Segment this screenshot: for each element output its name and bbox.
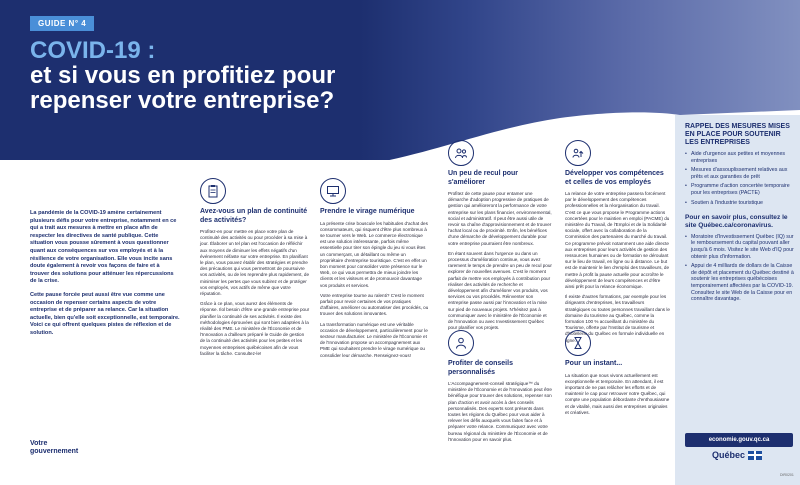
sidebar-title: RAPPEL DES MESURES MISES EN PLACE POUR SOUTENIR LES ENTREPRISES [685, 123, 790, 146]
logo-line-1: Votre [30, 440, 48, 447]
intro-paragraph-2: Cette pause forcée peut aussi être vue comme une occasion de repenser certains aspects de votre entreprise et de préparer sa relance. Car la situation actuelle, bien qu'elle soit exceptionnelle, est temporaire. Voici ce qui offrent quelques pistes de réflexion et de solution. [30, 291, 180, 336]
list-item: • Appui de 4 milliards de dollars de la Caisse de dépôt et placement du Québec destiné à soutenir les entreprises québécoises temporairement affectées par la COVID-19. Consultez le site Web de la Caisse pour en connaître davantage. [685, 263, 795, 303]
people-icon [448, 140, 474, 166]
document-code: DIR0201 [780, 473, 794, 477]
section-paragraph: Profitez de cette pause pour entamer une démarche d'adoption progressive de pratiques de gestion qui amélioreront la performance de votre entreprise sur les plans financier, environnemental, social et administratif. Il peut être aussi utile de revoir sa chaîne d'approvisionnement et de trouver l'achat local ou de proximité. Enfin, les bénéfices d'une démarche de développement durable pour votre entreprise pourraient être nombreux. [448, 191, 552, 246]
sidebar-subtitle: Pour en savoir plus, consultez le site Québec.ca/coronavirus. [685, 214, 788, 229]
intro-text [30, 210, 180, 344]
section-for-now [565, 330, 670, 420]
list-item: • Soutien à l'industrie touristique [685, 200, 795, 207]
section-paragraph: La relance de votre entreprise passera forcément par le développement des compétences professionnelles et la réorganisation du travail. C'est ce que vous propose le Programme actions concertées pour le maintien en emploi (PACME) du ministère du Travail, de l'Emploi et de la Solidarité sociale, offert avec la collaboration de la Commission des partenaires du marché du travail. Ce programme prévoit notamment une aide directe aux entreprises pour leurs activités de gestion des ressources humaines ou de formation se déroulant sur le lieu de travail, en ligne ou à distance. Le but est de maintenir le lien d'emploi des travailleurs, de mettre à profit la pause actuelle pour accroître le développement de leurs compétences et d'être ainsi prêt pour la relance économique. [565, 191, 670, 290]
votre-gouvernement-logo [30, 440, 78, 456]
section-personal-advice [448, 330, 553, 447]
section-paragraph: Il existe d'autres formations, par exemple pour les dirigeants d'entreprises, les travailleurs stratégiques ou toutes personnes travaillant dans le domaine du tourisme au Québec, comme la formation 100 % accueillant du ministère du Tourisme, offerte par l'Institut de tourisme et d'hôtellerie du Québec en formule individuelle en ligne. [565, 294, 670, 343]
list-item: • Moratoire d'Investissement Québec (IQ) sur le remboursement du capital pouvant aller jusqu'à 6 mois. Visitez le site Web d'IQ pour obtenir plus d'information. [685, 234, 795, 260]
quebec-logo [712, 450, 762, 460]
investment-list [685, 234, 795, 303]
section-paragraph: La présente crise bouscule les habitudes d'achat des consommateurs, qui risquent d'être plus nombreux à se tourner vers le Web. Le commerce électronique est une solution intéressante, parfois même essentielle pour tirer son épingle du jeu si vous êtes un commerçant, un détaillant ou même un propriétaire d'entreprise touristique. C'est en effet un bon moment pour consolider votre présence sur le Web, ce qui vous permettra de mieux joindre les clients et les visiteurs et de promouvoir davantage vos produits et services. [320, 220, 428, 288]
sidebar-content [685, 123, 795, 306]
section-digital-shift [320, 178, 430, 363]
section-paragraph: Profitez-en pour mettre en place votre plan de continuité des activités ou pour procéder à sa mise à jour. Élaborer un tel plan est l'occasion de réfléchir aux moyens de diminuer les effets négatifs d'un événement néfaste sur votre entreprise. En planifiant le plan, vous pouvez établir des stratégies et prendre des précautions qui vous permettront de poursuivre vos activités, ou de les reprendre plus rapidement, de minimiser les pertes que vous subirez et de protéger vos employés, vos actifs de même que votre réputation. [200, 229, 310, 297]
section-title: Un peu de recul pour s'améliorer [448, 170, 519, 186]
list-item: • Programme d'action concertée temporaire pour les entreprises (PACTE) [685, 183, 795, 196]
list-item: • Aide d'urgence aux petites et moyennes entreprises [685, 151, 795, 164]
section-paragraph: Votre entreprise tourne au ralenti? C'est le moment parfait pour revoir certaines de vos pratiques d'affaires, améliorer ou automatiser des procédés, ou trouver des solutions innovantes. [320, 292, 429, 317]
section-title: Développer vos compétences et celles de vos employés [565, 170, 664, 186]
title-line-1: COVID-19 : [30, 37, 156, 64]
hourglass-icon [565, 330, 591, 356]
title-line-2: et si vous en profitiez pour repenser votre entreprise? [30, 62, 336, 114]
section-skills [565, 140, 670, 348]
clipboard-icon [200, 178, 226, 204]
skills-icon [565, 140, 591, 166]
section-title: Profiter de conseils personnalisés [448, 360, 513, 376]
section-paragraph: Grâce à ce plan, vous aurez des éléments de réponse. Ilol besoin d'être une grande entreprise pour planifier la continuité de ses activités. Il existe des méthodologies éprouvées qui sont bien adaptées à la réalité des PME. Le ministère de l'Économie et de l'Innovation a d'ailleurs préparé le Guide de gestion de la continuité des activités pour les petites et les moyennes entreprises québécoises afin de vous faciliter la tâche. Consultez-le! [200, 301, 310, 356]
measures-list [685, 151, 795, 206]
section-paragraph: La situation que nous vivons actuellement est exceptionnelle et temporaire. En attendant, il est important de ne pas relâcher les efforts et de maintenir le cap pour retrouver notre Québec, qui compte une population débordante d'enthousiasme et de vitalité, mais aussi des entreprises originales et créatives. [565, 372, 670, 415]
guide-number-badge: GUIDE N° 4 [30, 16, 94, 31]
quebec-flag-icon [748, 451, 762, 460]
section-paragraph: L'Accompagnement-conseil stratégique™ du ministère de l'Économie et de l'Innovation peut être bénéfique pour trouver des solutions, repenser son plan d'action et avoir accès à des conseils personnalisés. Des experts sont présents dans toutes les régions du Québec pour vous aider à relever les défis auxquels vous faites face et à préparer votre relance. Communiquez avec votre bureau régional du ministère de l'Économie et de l'Innovation pour en savoir plus. [448, 381, 552, 442]
section-title: Avez-vous un plan de continuité des activités? [200, 208, 308, 224]
measures-sidebar [675, 115, 800, 485]
section-step-back [448, 140, 553, 335]
quebec-wordmark: Québec [712, 450, 746, 460]
section-title: Pour un instant... [565, 360, 623, 367]
advisor-icon [448, 330, 474, 356]
economie-website-link[interactable]: economie.gouv.qc.ca [685, 433, 793, 447]
monitor-icon [320, 178, 346, 204]
section-title: Prendre le virage numérique [320, 208, 415, 215]
section-paragraph: La transformation numérique est une véritable occasion de développement, particulièrement pour le secteur manufacturier. Le ministère de l'Économie et de l'Innovation propose un accompagnement aux PME qui souhaitent prendre le virage numérique ou consolider leur démarche. Renseignez-vous! [320, 321, 428, 358]
logo-line-2: gouvernement [30, 448, 79, 455]
section-continuity-plan [200, 178, 310, 361]
intro-paragraph-1: La pandémie de la COVID-19 amène certainement plusieurs défis pour votre entreprise, notamment en ce qui a trait aux mesures à mettre en place afin de respecter les directives de santé publique. Cette situation vous pousse sûrement à vous questionner quant aux conséquences sur vos employés et à la résilience de votre organisation. Elle vous incite sans doute également à revoir vos façons de faire et à trouver des solutions pour atténuer les répercussions de la crise. [30, 210, 177, 285]
list-item: • Mesures d'assouplissement relatives aux prêts et aux garanties de prêt [685, 167, 795, 180]
section-paragraph: En étant souvent dans l'urgence ou dans un processus d'amélioration continue, vous avez rarement le temps de prendre un peu de recul pour explorer de nouvelles avenues. C'est le moment parfait de mettre vos employés à contribution pour réaliser des activités de recherche et développement afin d'améliorer vos produits, vos services ou vos procédés. Réinventer son entreprise passe aussi par l'innovation et la mise sur pied de nouveaux projets. N'hésitez pas à communiquer avec le ministère de l'Économie et de l'Innovation ou avec Investissement Québec pour planifier vos projets. [448, 250, 552, 331]
page-title [30, 38, 390, 113]
